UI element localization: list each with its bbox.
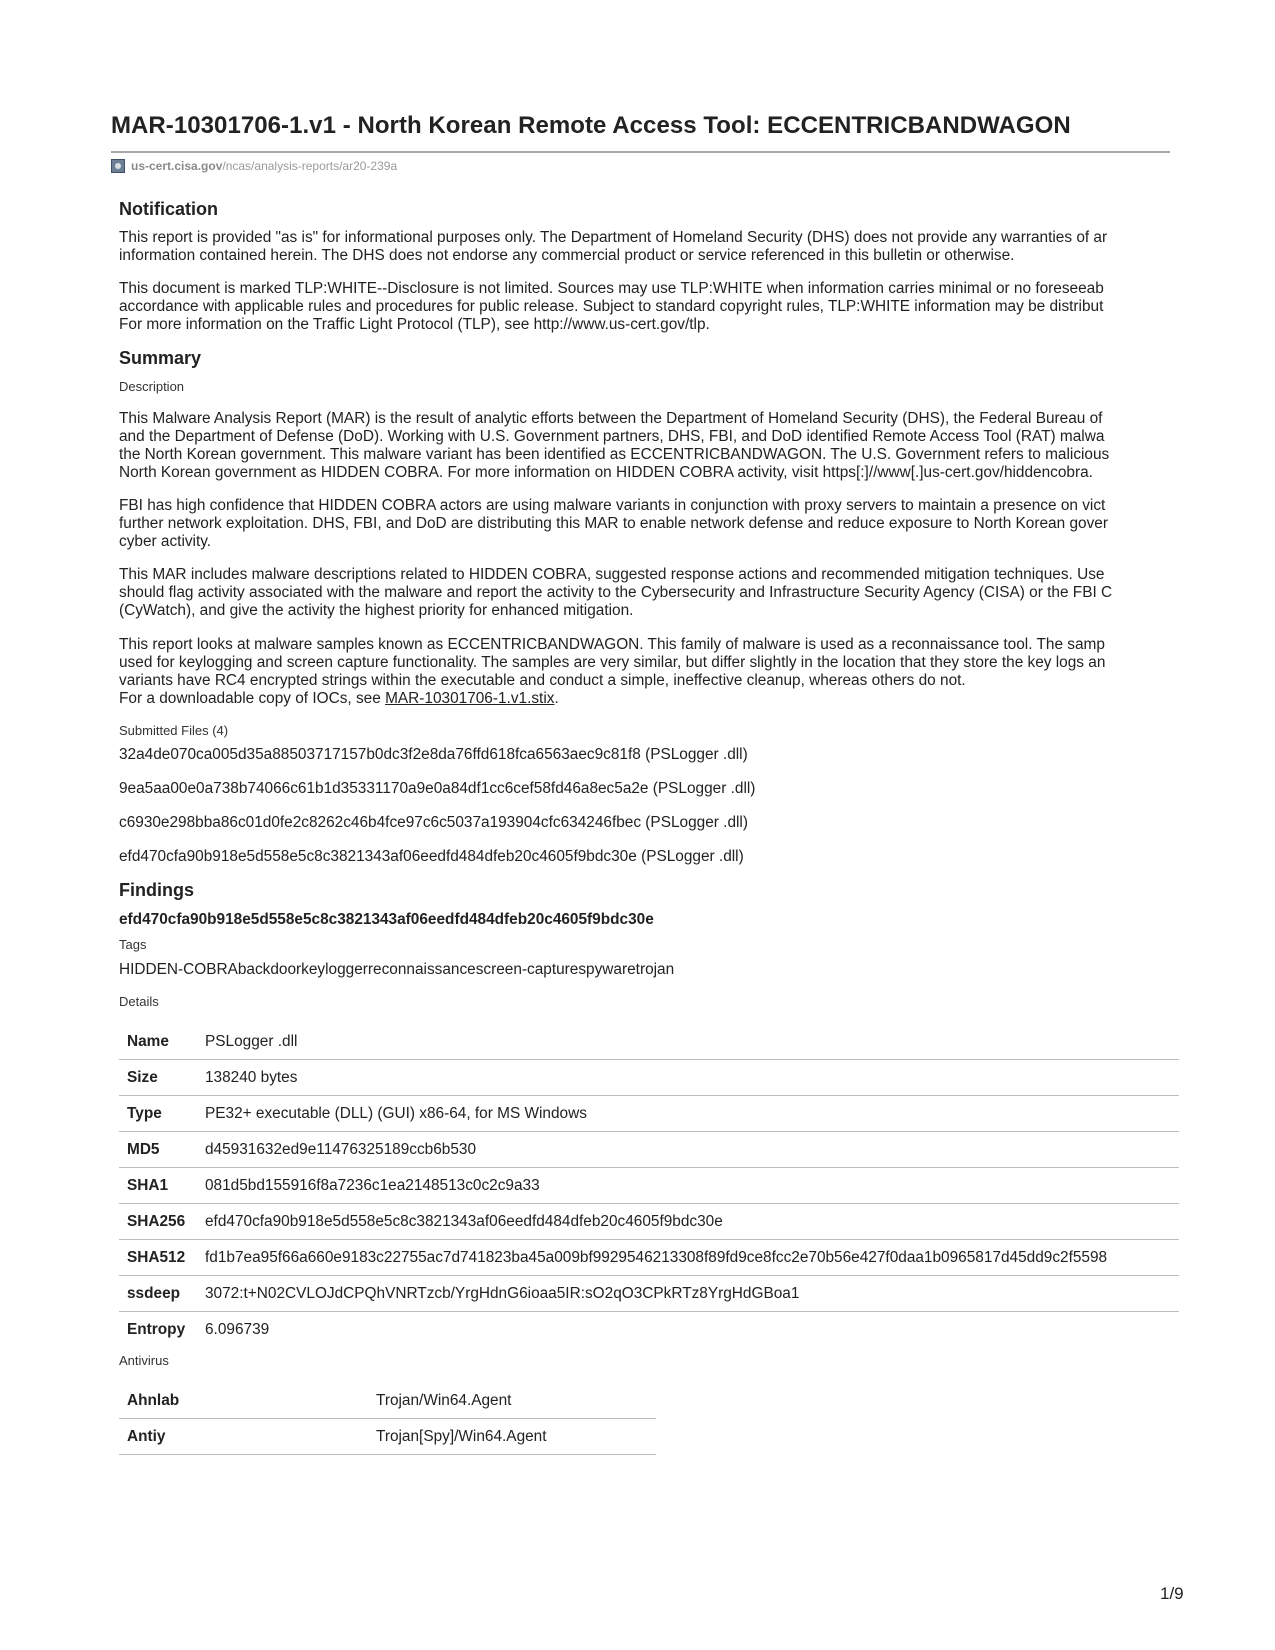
text-line: information contained herein. The DHS does not endorse any commercial product or service referenced in this bulletin or otherwise. <box>119 247 1015 264</box>
details-value: 6.096739 <box>205 1321 270 1338</box>
summary-paragraph-3 <box>119 566 1179 620</box>
page-number: 1/9 <box>1160 1584 1184 1603</box>
details-row <box>119 1204 1179 1240</box>
details-value: fd1b7ea95f66a660e9183c22755ac7d741823ba45a009bf9929546213308f89fd9ce8fcc2e70b56e427f0daa1b0965817d45dd9c2f5598 <box>205 1249 1108 1266</box>
findings-heading: Findings <box>119 880 194 900</box>
source-domain[interactable]: us-cert.cisa.gov <box>131 159 223 173</box>
details-key: ssdeep <box>127 1285 181 1302</box>
antivirus-engine: Ahnlab <box>127 1392 180 1409</box>
details-row <box>119 1024 1179 1060</box>
details-value: 081d5bd155916f8a7236c1ea2148513c0c2c9a33 <box>205 1177 540 1194</box>
submitted-files-label: Submitted Files (4) <box>119 723 229 738</box>
source-path[interactable]: /ncas/analysis-reports/ar20-239a <box>222 159 398 173</box>
ioc-prefix: For a downloadable copy of IOCs, see <box>119 690 386 707</box>
details-key: SHA256 <box>127 1213 186 1230</box>
text-line: the North Korean government. This malware variant has been identified as ECCENTRICBANDWAGON. The U.S. Government refers to malicious <box>119 446 1110 463</box>
text-line: and the Department of Defense (DoD). Working with U.S. Government partners, DHS, FBI, and DoD identified Remote Access Tool (RAT) malwa <box>119 428 1105 445</box>
page-title: MAR-10301706-1.v1 - North Korean Remote Access Tool: ECCENTRICBANDWAGON <box>111 112 1071 139</box>
details-row <box>119 1240 1179 1276</box>
ioc-line <box>119 690 1179 708</box>
details-key: SHA512 <box>127 1249 186 1266</box>
details-row <box>119 1060 1179 1096</box>
report-content <box>119 0 1179 1650</box>
antivirus-engine: Antiy <box>127 1428 166 1445</box>
text-line: accordance with applicable rules and procedures for public release. Subject to standard copyright rules, TLP:WHITE information may be distribut <box>119 298 1104 315</box>
antivirus-row <box>119 1419 656 1455</box>
details-key: Name <box>127 1033 169 1050</box>
submitted-file-item: efd470cfa90b918e5d558e5c8c3821343af06eedfd484dfeb20c4605f9bdc30e (PSLogger .dll) <box>119 848 744 865</box>
text-line: cyber activity. <box>119 533 212 550</box>
details-value: d45931632ed9e11476325189ccb6b530 <box>205 1141 477 1158</box>
details-key: MD5 <box>127 1141 160 1158</box>
text-line: North Korean government as HIDDEN COBRA. For more information on HIDDEN COBRA activity, visit https[:]//www[.]us-cert.gov/hiddencobra. <box>119 464 1093 481</box>
details-row <box>119 1276 1179 1312</box>
ioc-stix-link[interactable]: MAR-10301706-1.v1.stix <box>385 690 555 707</box>
details-table <box>119 1024 1179 1347</box>
details-row <box>119 1168 1179 1204</box>
text-line: further network exploitation. DHS, FBI, and DoD are distributing this MAR to enable network defense and reduce exposure to North Korean gover <box>119 515 1108 532</box>
antivirus-label: Antivirus <box>119 1353 169 1368</box>
details-row <box>119 1096 1179 1132</box>
text-line: variants have RC4 encrypted strings within the executable and conduct a simple, ineffective cleanup, whereas others do not. <box>119 672 966 689</box>
ioc-suffix: . <box>554 690 559 707</box>
tags-list: HIDDEN-COBRAbackdoorkeyloggerreconnaissancescreen-capturespywaretrojan <box>119 961 675 978</box>
description-label: Description <box>119 379 185 394</box>
details-key: Type <box>127 1105 162 1122</box>
details-value: PE32+ executable (DLL) (GUI) x86-64, for MS Windows <box>205 1105 587 1122</box>
details-key: SHA1 <box>127 1177 169 1194</box>
text-line: This MAR includes malware descriptions related to HIDDEN COBRA, suggested response actions and recommended mitigation techniques. Use <box>119 566 1105 583</box>
details-row <box>119 1132 1179 1168</box>
findings-hash: efd470cfa90b918e5d558e5c8c3821343af06eedfd484dfeb20c4605f9bdc30e <box>119 911 654 928</box>
details-label: Details <box>119 994 159 1009</box>
text-line: FBI has high confidence that HIDDEN COBRA actors are using malware variants in conjunction with proxy servers to maintain a presence on vict <box>119 497 1106 514</box>
notification-paragraph-2 <box>119 280 1179 334</box>
details-value: 3072:t+N02CVLOJdCPQhVNRTzcb/YrgHdnG6ioaa5IR:sO2qO3CPkRTz8YrgHdGBoa1 <box>205 1285 800 1302</box>
notification-paragraph-1 <box>119 229 1179 265</box>
summary-paragraph-1 <box>119 410 1179 482</box>
submitted-file-item: 9ea5aa00e0a738b74066c61b1d35331170a9e0a84df1cc6cef58fd46a8ec5a2e (PSLogger .dll) <box>119 780 756 797</box>
antivirus-result: Trojan/Win64.Agent <box>376 1392 512 1409</box>
tags-label: Tags <box>119 937 147 952</box>
antivirus-result: Trojan[Spy]/Win64.Agent <box>376 1428 547 1445</box>
details-value: efd470cfa90b918e5d558e5c8c3821343af06eedfd484dfeb20c4605f9bdc30e <box>205 1213 723 1230</box>
text-line: used for keylogging and screen capture functionality. The samples are very similar, but differ slightly in the location that they store the key logs an <box>119 654 1106 671</box>
details-key: Size <box>127 1069 158 1086</box>
antivirus-table <box>119 1383 656 1455</box>
text-line: This document is marked TLP:WHITE--Disclosure is not limited. Sources may use TLP:WHITE when information carries minimal or no foreseeab <box>119 280 1104 297</box>
submitted-file-item: 32a4de070ca005d35a88503717157b0dc3f2e8da76ffd618fca6563aec9c81f8 (PSLogger .dll) <box>119 746 748 763</box>
details-row <box>119 1312 1179 1347</box>
details-key: Entropy <box>127 1321 186 1338</box>
antivirus-row <box>119 1383 656 1419</box>
details-value: 138240 bytes <box>205 1069 298 1086</box>
summary-paragraph-4 <box>119 636 1179 708</box>
details-value: PSLogger .dll <box>205 1033 298 1050</box>
text-line: This report is provided "as is" for informational purposes only. The Department of Homeland Security (DHS) does not provide any warranties of ar <box>119 229 1108 246</box>
text-line: This Malware Analysis Report (MAR) is the result of analytic efforts between the Department of Homeland Security (DHS), the Federal Bureau of <box>119 410 1103 427</box>
text-line: (CyWatch), and give the activity the highest priority for enhanced mitigation. <box>119 602 634 619</box>
text-line: For more information on the Traffic Light Protocol (TLP), see http://www.us-cert.gov/tlp. <box>119 316 710 333</box>
text-line: should flag activity associated with the malware and report the activity to the Cybersecurity and Infrastructure Security Agency (CISA) or the FBI C <box>119 584 1113 601</box>
text-line: This report looks at malware samples known as ECCENTRICBANDWAGON. This family of malware is used as a reconnaissance tool. The samp <box>119 636 1105 653</box>
summary-paragraph-2 <box>119 497 1179 551</box>
summary-heading: Summary <box>119 348 202 368</box>
submitted-file-item: c6930e298bba86c01d0fe2c8262c46b4fce97c6c5037a193904cfc634246fbec (PSLogger .dll) <box>119 814 748 831</box>
notification-heading: Notification <box>119 199 218 219</box>
